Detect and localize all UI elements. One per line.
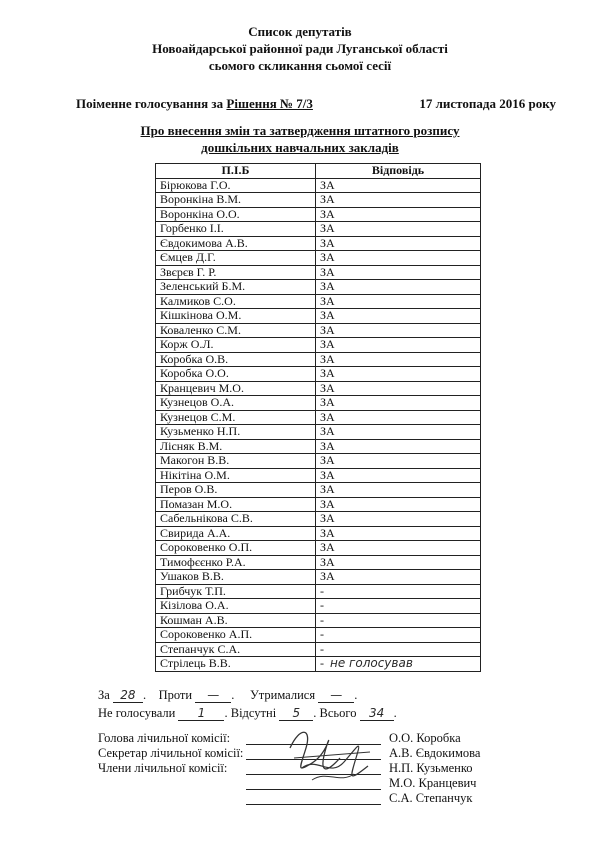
handwritten-signature [282,718,382,788]
abstained-label: Утрималися [249,688,316,702]
vote-answer-cell [316,599,481,614]
vote-answer: ЗА [320,192,335,207]
vote-answer-cell [316,642,481,657]
table-row [156,222,481,237]
vote-answer: ЗА [320,554,335,569]
vote-answer-cell [316,236,481,251]
vote-answer-cell [316,309,481,324]
subject-line-2: дошкільних навчальних закладів [201,140,399,155]
deputy-name: Кузнецов С.М. [156,410,316,425]
deputy-name: Кранцевич М.О. [156,381,316,396]
document-title: Список депутатів [248,24,352,39]
vote-answer: ЗА [320,264,335,279]
deputy-name: Кізілова О.А. [156,599,316,614]
vote-answer-cell [316,178,481,193]
table-row [156,599,481,614]
vote-answer-cell [316,584,481,599]
against-value: — [195,688,231,703]
vote-answer-cell [316,512,481,527]
member-signature-line-3 [246,804,381,805]
deputy-name: Перов О.В. [156,483,316,498]
vote-answer-cell [316,251,481,266]
deputy-name: Нікітіна О.М. [156,468,316,483]
table-body [156,178,481,671]
deputy-name: Звєрєв Г. Р. [156,265,316,280]
table-row [156,251,481,266]
table-row [156,294,481,309]
table-row [156,454,481,469]
table-row [156,396,481,411]
vote-answer: ЗА [320,351,335,366]
vote-answer: ЗА [320,482,335,497]
vote-answer-cell [316,570,481,585]
member-name-5: С.А. Степанчук [389,791,473,805]
subject-line-1: Про внесення змін та затвердження штатного розпису [140,123,460,138]
deputy-name: Степанчук С.А. [156,642,316,657]
table-row [156,483,481,498]
vote-answer: - [320,598,324,613]
vote-answer: ЗА [320,250,335,265]
not-voted-label: Не голосували [98,706,176,720]
member-name-2: А.В. Євдокимова [389,746,481,760]
vote-answer: ЗА [320,453,335,468]
vote-answer-cell [316,338,481,353]
vote-answer: ЗА [320,540,335,555]
vote-answer: ЗА [320,511,335,526]
absent-value: 5 [279,706,313,721]
vote-answer: - [320,641,324,656]
vote-answer-cell [316,425,481,440]
vote-answer: - [320,656,324,671]
table-row [156,425,481,440]
deputy-name: Тимофєєнко Р.А. [156,555,316,570]
vote-answer-cell [316,222,481,237]
table-row [156,352,481,367]
header-answer: Відповідь [316,164,481,179]
vote-answer-cell [316,483,481,498]
table-row [156,280,481,295]
table-row [156,338,481,353]
table-row [156,178,481,193]
vote-answer: ЗА [320,279,335,294]
voting-table [155,163,481,672]
vote-answer: ЗА [320,293,335,308]
total-label: Всього [319,706,357,720]
head-label: Голова лічильної комісії: [98,731,231,745]
deputy-name: Сороковенко А.П. [156,628,316,643]
against-label: Проти [158,688,193,702]
deputy-name: Калмиков С.О. [156,294,316,309]
deputy-name: Євдокимова А.В. [156,236,316,251]
member-name-3: Н.П. Кузьменко [389,761,473,775]
deputy-name: Коробка О.В. [156,352,316,367]
vote-line [76,96,566,112]
deputy-name: Сабельнікова С.В. [156,512,316,527]
table-row [156,642,481,657]
table-header-row [156,164,481,179]
deputy-name: Коробка О.О. [156,367,316,382]
for-value: 28 [113,688,143,703]
vote-answer-cell [316,439,481,454]
vote-answer-cell [316,657,481,672]
vote-answer: ЗА [320,337,335,352]
members-label: Члени лічильної комісії: [98,761,228,775]
vote-answer: - [320,583,324,598]
vote-answer-cell [316,497,481,512]
vote-answer-cell [316,454,481,469]
deputy-name: Стрілець В.В. [156,657,316,672]
table-row [156,570,481,585]
deputy-name: Сороковенко О.П. [156,541,316,556]
deputy-name: Кузьменко Н.П. [156,425,316,440]
deputy-name: Воронкіна В.М. [156,193,316,208]
vote-answer: ЗА [320,177,335,192]
deputy-name: Зеленський Б.М. [156,280,316,295]
vote-answer: ЗА [320,525,335,540]
deputy-name: Бірюкова Г.О. [156,178,316,193]
table-row [156,207,481,222]
abstained-value: — [318,688,354,703]
vote-answer-cell [316,294,481,309]
table-row [156,309,481,324]
vote-answer: ЗА [320,366,335,381]
deputy-name: Помазан М.О. [156,497,316,512]
deputy-name: Кошман А.В. [156,613,316,628]
table-row [156,381,481,396]
deputy-name: Кішкінова О.М. [156,309,316,324]
vote-answer: ЗА [320,424,335,439]
deputy-name: Свирида А.А. [156,526,316,541]
vote-answer: ЗА [320,467,335,482]
table-row [156,410,481,425]
vote-answer-cell [316,265,481,280]
absent-label: Відсутні [230,706,277,720]
vote-answer-cell [316,628,481,643]
table-row [156,555,481,570]
vote-answer: - [320,612,324,627]
table-row [156,236,481,251]
vote-answer: ЗА [320,395,335,410]
vote-date: 17 листопада 2016 року [419,96,556,111]
vote-answer: ЗА [320,206,335,221]
vote-answer-cell [316,280,481,295]
not-voted-value: 1 [178,706,224,721]
member-signature-line-2 [246,789,381,790]
table-row [156,512,481,527]
table-row [156,657,481,672]
table-row [156,613,481,628]
vote-answer: ЗА [320,569,335,584]
member-name-4: М.О. Кранцевич [389,776,477,790]
vote-answer-cell [316,613,481,628]
for-label: За [98,688,110,702]
deputy-name: Макогон В.В. [156,454,316,469]
vote-answer-cell [316,555,481,570]
deputy-name: Горбенко І.І. [156,222,316,237]
table-row [156,497,481,512]
vote-answer-cell [316,367,481,382]
vote-answer: ЗА [320,496,335,511]
deputy-name: Коваленко С.М. [156,323,316,338]
vote-answer: ЗА [320,221,335,236]
vote-prefix: Поіменне голосування за [76,96,227,111]
member-name-1: О.О. Коробка [389,731,461,745]
vote-answer-cell [316,193,481,208]
handwritten-note: не голосував [330,656,413,671]
vote-answer: ЗА [320,409,335,424]
vote-answer-cell [316,410,481,425]
vote-answer-cell [316,468,481,483]
vote-answer: - [320,627,324,642]
header-name: П.І.Б [156,164,316,179]
table-row [156,265,481,280]
deputy-name: Ушаков В.В. [156,570,316,585]
table-row [156,526,481,541]
table-row [156,541,481,556]
vote-answer: ЗА [320,322,335,337]
deputy-name: Корж О.Л. [156,338,316,353]
secretary-label: Секретар лічильної комісії: [98,746,244,760]
tally-row-2: Не голосували 1 . Відсутні 5 . Всього 34 . [98,706,397,720]
table-row [156,323,481,338]
table-row [156,193,481,208]
tally-row-1: За 28 . Проти — . Утрималися — . [98,688,358,702]
deputy-name: Грибчук Т.П. [156,584,316,599]
vote-answer: ЗА [320,438,335,453]
deputy-name: Кузнецов О.А. [156,396,316,411]
vote-answer-cell [316,352,481,367]
council-name: Новоайдарської районної ради Луганської області [152,41,448,56]
deputy-name: Ємцев Д.Г. [156,251,316,266]
vote-answer-cell [316,381,481,396]
table-row [156,367,481,382]
vote-answer-cell [316,396,481,411]
decision-number: Рішення № 7/3 [226,96,313,111]
vote-answer-cell [316,526,481,541]
vote-answer: ЗА [320,235,335,250]
deputy-name: Воронкіна О.О. [156,207,316,222]
vote-answer-cell [316,207,481,222]
vote-answer-cell [316,541,481,556]
total-value: 34 [360,706,394,721]
vote-answer-cell [316,323,481,338]
table-row [156,628,481,643]
table-row [156,439,481,454]
convocation-line: сьомого скликання сьомої сесії [208,58,392,73]
table-row [156,468,481,483]
vote-answer: ЗА [320,308,335,323]
table-row [156,584,481,599]
deputy-name: Лісняк В.М. [156,439,316,454]
vote-answer: ЗА [320,380,335,395]
